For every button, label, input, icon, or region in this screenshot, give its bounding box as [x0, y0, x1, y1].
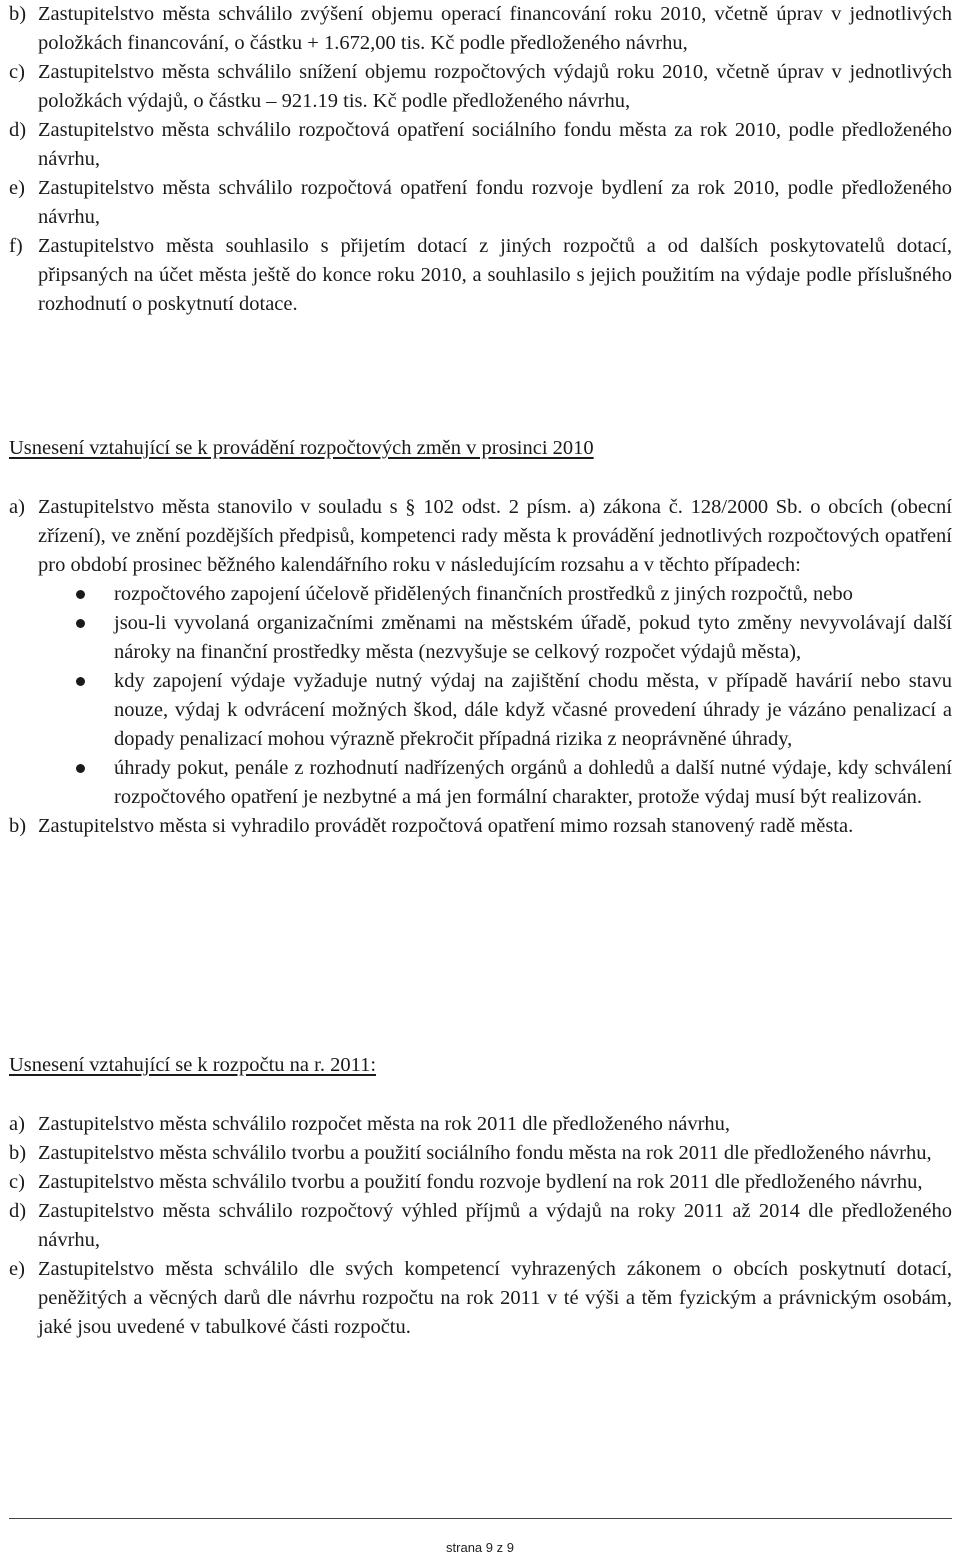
list-item [0, 58, 952, 116]
item-label: a) [9, 1113, 25, 1135]
bullet-item [0, 580, 952, 609]
budget-2011-section [0, 1051, 952, 1342]
item-text: Zastupitelstvo města schválilo rozpočet města na rok 2011 dle předloženého návrhu, [38, 1113, 731, 1135]
item-label: c) [9, 61, 25, 83]
item-text: Zastupitelstvo města schválilo rozpočtová opatření fondu rozvoje bydlení za rok 2010, podle předloženého návrhu, [38, 177, 952, 228]
item-text: Zastupitelstvo města schválilo snížení objemu rozpočtových výdajů roku 2010, včetně úprav v jednotlivých položkách výdajů, o částku – 921.19 tis. Kč podle předloženého návrhu, [38, 61, 952, 112]
bullet-item [0, 754, 952, 812]
bullet-text: kdy zapojení výdaje vyžaduje nutný výdaj na zajištění chodu města, v případě havárií nebo stavu nouze, výdaj k odvrácení možných škod, dále když včasné provedení úhrady je vázáno penalizací a dopady penalizací mohou výrazně překročit případná rizika z neoprávněné úhrady, [114, 670, 952, 750]
item-label: b) [9, 3, 27, 25]
list-item [0, 1139, 952, 1168]
budget-changes-section [0, 0, 952, 319]
item-label: d) [9, 119, 27, 141]
section-heading: Usnesení vztahující se k provádění rozpočtových změn v prosinci 2010 [9, 437, 594, 459]
bullet-item [0, 667, 952, 754]
list-item [0, 493, 952, 580]
item-text: Zastupitelstvo města schválilo rozpočtová opatření sociálního fondu města za rok 2010, podle předloženého návrhu, [38, 119, 952, 170]
list-item [0, 174, 952, 232]
item-label: e) [9, 1258, 25, 1280]
bullet-text: úhrady pokut, penále z rozhodnutí nadřízených orgánů a dohledů a další nutné výdaje, kdy schválení rozpočtového opatření je nezbytné a má jen formální charakter, protože výdaj musí být realizován. [114, 757, 952, 808]
item-label: b) [9, 1142, 27, 1164]
bullet-list [0, 580, 952, 812]
list-item [0, 1197, 952, 1255]
item-label: a) [9, 496, 25, 518]
item-label: e) [9, 177, 25, 199]
bullet-text: rozpočtového zapojení účelově přidělených finančních prostředků z jiných rozpočtů, nebo [114, 583, 853, 605]
bullet-item [0, 609, 952, 667]
item-label: f) [9, 235, 23, 257]
list-item [0, 812, 952, 841]
item-text: Zastupitelstvo města souhlasilo s přijetím dotací z jiných rozpočtů a od dalších poskytovatelů dotací, připsaných na účet města ještě do konce roku 2010, a souhlasilo s jejich použitím na výdaje podle příslušného rozhodnutí o poskytnutí dotace. [38, 235, 952, 315]
page-number: strana 9 z 9 [446, 1540, 514, 1555]
list-item [0, 1255, 952, 1342]
item-text: Zastupitelstvo města schválilo zvýšení objemu operací financování roku 2010, včetně úprav v jednotlivých položkách financování, o částku + 1.672,00 tis. Kč podle předloženého návrhu, [38, 3, 952, 54]
list-item [0, 116, 952, 174]
item-text: Zastupitelstvo města schválilo dle svých kompetencí vyhrazených zákonem o obcích poskytnutí dotací, peněžitých a věcných darů dle návrhu rozpočtu na rok 2011 v té výši a těm fyzickým a právnickým osobám, jaké jsou uvedené v tabulkové části rozpočtu. [38, 1258, 952, 1338]
item-text: Zastupitelstvo města stanovilo v souladu s § 102 odst. 2 písm. a) zákona č. 128/2000 Sb. o obcích (obecní zřízení), ve znění pozdějších předpisů, kompetenci rady města k provádění jednotlivých rozpočtových opatření pro období prosinec běžného kalendářního roku v následujícím rozsahu a v těchto případech: [38, 496, 952, 576]
list-item [0, 1168, 952, 1197]
december-changes-section [0, 434, 952, 841]
item-text: Zastupitelstvo města schválilo tvorbu a použití fondu rozvoje bydlení na rok 2011 dle předloženého návrhu, [38, 1171, 923, 1193]
bullet-text: jsou-li vyvolaná organizačními změnami na městském úřadě, pokud tyto změny nevyvolávají další nároky na finanční prostředky města (nezvyšuje se celkový rozpočet výdajů města), [114, 612, 952, 663]
footer-divider [9, 1518, 952, 1519]
bullet-icon [76, 677, 85, 686]
bullet-icon [76, 764, 85, 773]
item-text: Zastupitelstvo města si vyhradilo provádět rozpočtová opatření mimo rozsah stanovený radě města. [38, 815, 854, 837]
bullet-icon [76, 619, 85, 628]
item-label: c) [9, 1171, 25, 1193]
item-label: b) [9, 815, 27, 837]
list-item [0, 1110, 952, 1139]
list-item [0, 0, 952, 58]
item-text: Zastupitelstvo města schválilo rozpočtový výhled příjmů a výdajů na roky 2011 až 2014 dle předloženého návrhu, [38, 1200, 952, 1251]
item-label: d) [9, 1200, 27, 1222]
list-item [0, 232, 952, 319]
section-heading: Usnesení vztahující se k rozpočtu na r. 2011: [9, 1054, 377, 1076]
item-text: Zastupitelstvo města schválilo tvorbu a použití sociálního fondu města na rok 2011 dle předloženého návrhu, [38, 1142, 932, 1164]
bullet-icon [76, 590, 85, 599]
